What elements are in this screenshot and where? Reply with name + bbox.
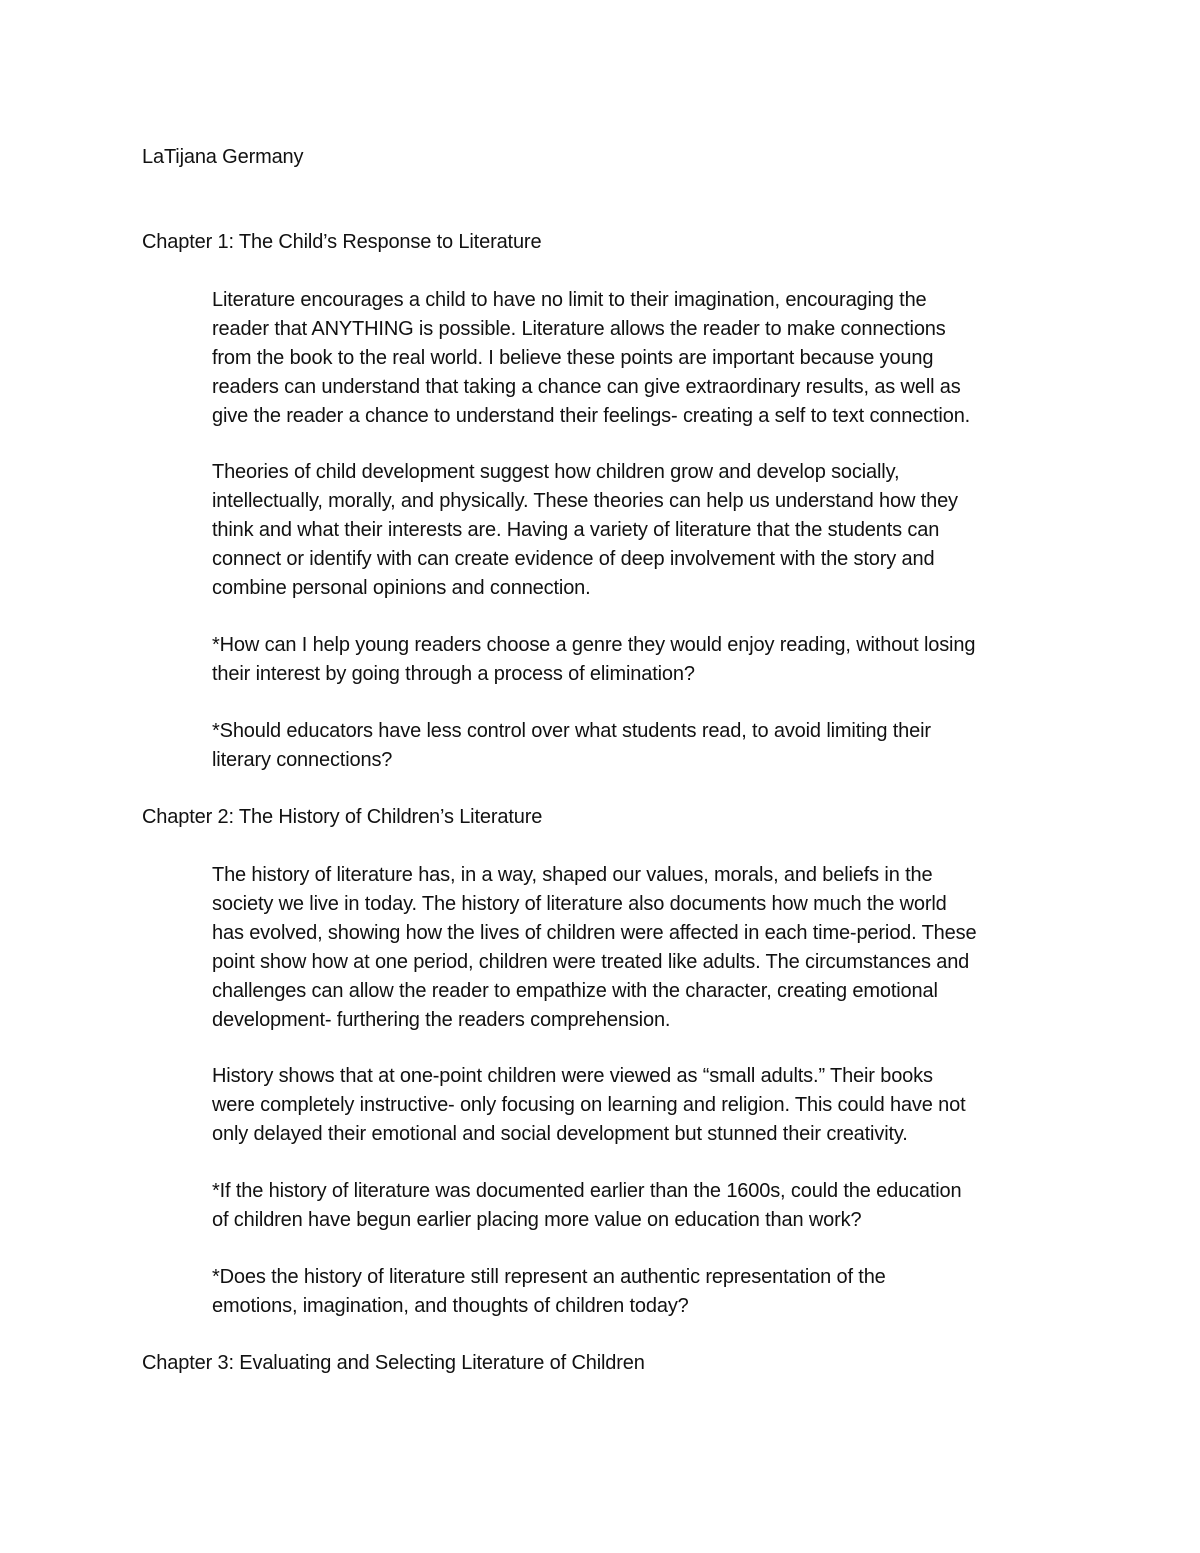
chapter-3-heading: Chapter 3: Evaluating and Selecting Literature of Children bbox=[142, 1352, 645, 1374]
paragraph-line: The history of literature has, in a way, shaped our values, morals, and beliefs in the bbox=[212, 864, 933, 886]
paragraph-line: give the reader a chance to understand their feelings- creating a self to text connection. bbox=[212, 405, 971, 427]
paragraph-line: from the book to the real world. I believe these points are important because young bbox=[212, 347, 934, 369]
paragraph-line: History shows that at one-point children were viewed as “small adults.” Their books bbox=[212, 1065, 933, 1087]
paragraph-line: Literature encourages a child to have no limit to their imagination, encouraging the bbox=[212, 289, 927, 311]
paragraph-line: society we live in today. The history of literature also documents how much the world bbox=[212, 893, 947, 915]
question-line: emotions, imagination, and thoughts of children today? bbox=[212, 1295, 689, 1317]
paragraph-line: reader that ANYTHING is possible. Literature allows the reader to make connections bbox=[212, 318, 946, 340]
question-line: *If the history of literature was documented earlier than the 1600s, could the education bbox=[212, 1180, 962, 1202]
paragraph-line: think and what their interests are. Having a variety of literature that the students can bbox=[212, 519, 940, 541]
paragraph-line: combine personal opinions and connection. bbox=[212, 577, 591, 599]
paragraph-line: development- furthering the readers comprehension. bbox=[212, 1009, 671, 1031]
paragraph-line: has evolved, showing how the lives of children were affected in each time-period. These bbox=[212, 922, 977, 944]
paragraph-line: point show how at one period, children were treated like adults. The circumstances and bbox=[212, 951, 970, 973]
question-line: *How can I help young readers choose a genre they would enjoy reading, without losing bbox=[212, 634, 976, 656]
paragraph-line: were completely instructive- only focusing on learning and religion. This could have not bbox=[212, 1094, 966, 1116]
chapter-1-heading: Chapter 1: The Child’s Response to Literature bbox=[142, 231, 542, 253]
paragraph-line: connect or identify with can create evidence of deep involvement with the story and bbox=[212, 548, 935, 570]
question-line: literary connections? bbox=[212, 749, 393, 771]
question-line: their interest by going through a process of elimination? bbox=[212, 663, 695, 685]
question-line: *Does the history of literature still represent an authentic representation of the bbox=[212, 1266, 886, 1288]
paragraph-line: intellectually, morally, and physically. These theories can help us understand how they bbox=[212, 490, 958, 512]
paragraph-line: only delayed their emotional and social development but stunned their creativity. bbox=[212, 1123, 908, 1145]
question-line: *Should educators have less control over what students read, to avoid limiting their bbox=[212, 720, 931, 742]
author-name: LaTijana Germany bbox=[142, 146, 304, 168]
paragraph-line: challenges can allow the reader to empathize with the character, creating emotional bbox=[212, 980, 938, 1002]
paragraph-line: Theories of child development suggest how children grow and develop socially, bbox=[212, 461, 900, 483]
question-line: of children have begun earlier placing more value on education than work? bbox=[212, 1209, 862, 1231]
chapter-2-heading: Chapter 2: The History of Children’s Literature bbox=[142, 806, 543, 828]
paragraph-line: readers can understand that taking a chance can give extraordinary results, as well as bbox=[212, 376, 961, 398]
